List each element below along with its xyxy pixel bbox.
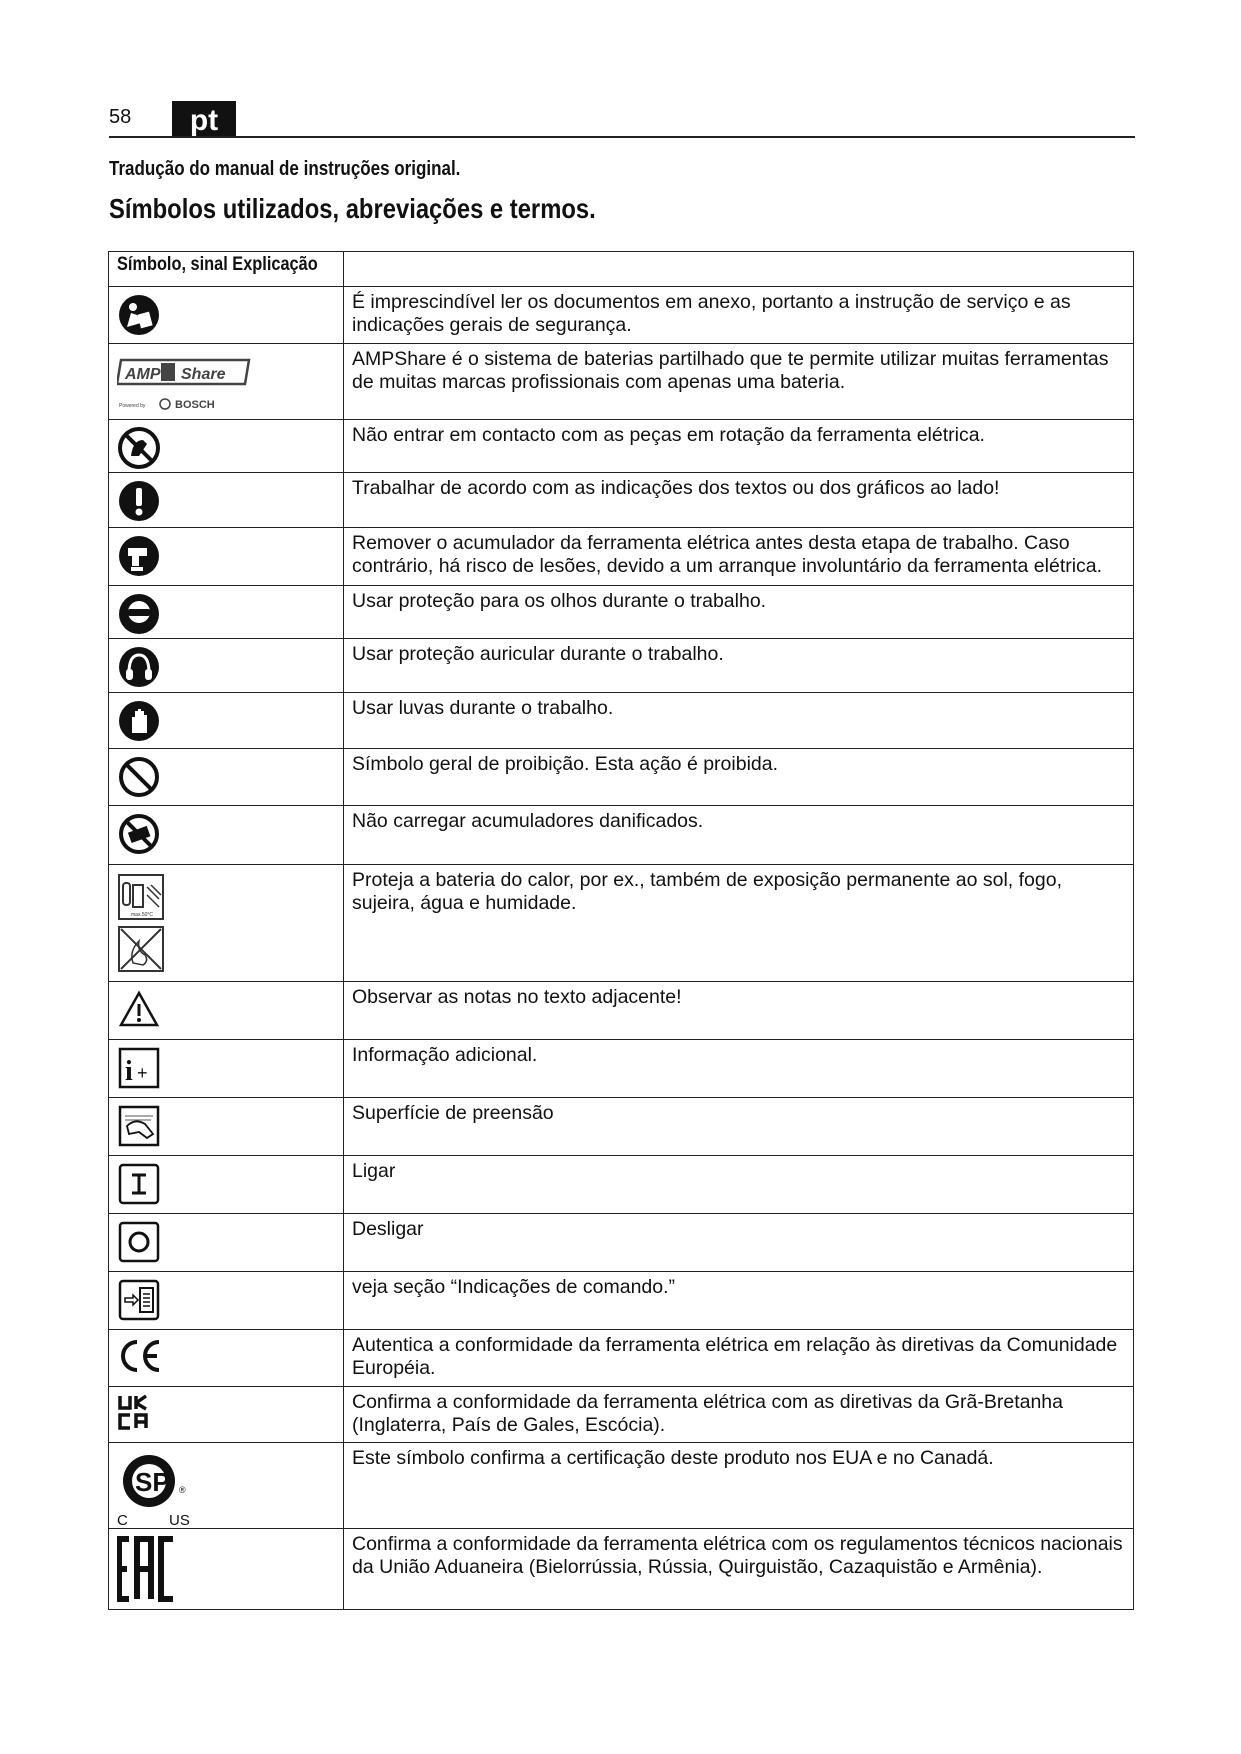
eac-mark-icon (117, 1535, 187, 1603)
row-text: Símbolo geral de proibição. Esta ação é proibida. (344, 749, 1134, 806)
csa-mark-icon (117, 1449, 207, 1527)
header-rule (109, 136, 1135, 138)
svg-text:+: + (137, 1063, 148, 1083)
table-header-row (109, 252, 1134, 287)
warning-triangle-icon (117, 988, 161, 1032)
svg-text:SP: SP (135, 1467, 170, 1497)
table-row (109, 982, 1134, 1040)
row-text: Ligar (344, 1156, 1134, 1214)
table-row (109, 473, 1134, 528)
row-text: AMPShare é o sistema de baterias partilhado que te permite utilizar muitas ferramentas de muitas marcas profissionais com apenas uma bateria. (344, 344, 1134, 420)
gloves-icon (117, 699, 161, 743)
read-manual-icon (117, 293, 161, 337)
table-row (109, 528, 1134, 586)
table-row (109, 639, 1134, 693)
svg-text:C: C (117, 1512, 128, 1527)
svg-text:®: ® (179, 1485, 186, 1495)
svg-text:AMP: AMP (125, 366, 161, 383)
language-badge: pt (172, 101, 236, 136)
table-row (109, 1443, 1134, 1529)
table-row (109, 749, 1134, 806)
ear-protection-icon (117, 645, 161, 689)
eye-protection-icon (117, 592, 161, 636)
table-row (109, 1387, 1134, 1443)
svg-text:US: US (169, 1512, 190, 1527)
svg-text:i: i (125, 1056, 133, 1087)
table-row (109, 1156, 1134, 1214)
page-number: 58 (109, 106, 132, 128)
row-text: Este símbolo confirma a certificação deste produto nos EUA e no Canadá. (344, 1443, 1134, 1529)
remove-battery-icon (117, 534, 161, 578)
row-text: Proteja a bateria do calor, por ex., também de exposição permanente ao sol, fogo, sujeira, água e humidade. (344, 865, 1134, 982)
table-row (109, 344, 1134, 420)
svg-text:max.50°C: max.50°C (131, 912, 154, 918)
document-subtitle: Tradução do manual de instruções original. (109, 158, 461, 180)
table-row (109, 1330, 1134, 1387)
table-row (109, 287, 1134, 344)
see-section-icon (117, 1278, 161, 1322)
symbols-table (108, 251, 1134, 1610)
row-text: Usar proteção auricular durante o trabalho. (344, 639, 1134, 693)
ukca-mark-icon (117, 1393, 157, 1433)
table-row (109, 1529, 1134, 1610)
table-row (109, 586, 1134, 639)
ce-mark-icon (117, 1336, 165, 1376)
row-text: Autentica a conformidade da ferramenta elétrica em relação às diretivas da Comunidade Européia. (344, 1330, 1134, 1387)
column-header-symbol: Símbolo, sinal Explicação (109, 252, 344, 287)
row-text: Confirma a conformidade da ferramenta elétrica com os regulamentos técnicos nacionais da União Aduaneira (Bielorrússia, Rússia, Quirguistão, Cazaquistão e Armênia). (344, 1529, 1134, 1610)
row-text: Observar as notas no texto adjacente! (344, 982, 1134, 1040)
table-row (109, 806, 1134, 865)
row-text: Usar proteção para os olhos durante o trabalho. (344, 586, 1134, 639)
table-row (109, 1214, 1134, 1272)
no-damaged-battery-icon (117, 812, 161, 856)
svg-text:BOSCH: BOSCH (175, 399, 215, 411)
table-row (109, 1098, 1134, 1156)
svg-text:Share: Share (181, 366, 226, 383)
battery-heat-protection-icon (117, 871, 165, 975)
row-text: Confirma a conformidade da ferramenta elétrica com as diretivas da Grã-Bretanha (Inglaterra, País de Gales, Escócia). (344, 1387, 1134, 1443)
table-row (109, 693, 1134, 749)
svg-text:Powered by: Powered by (119, 403, 146, 409)
row-text: Informação adicional. (344, 1040, 1134, 1098)
grip-surface-icon (117, 1104, 161, 1148)
ampshare-logo (117, 350, 257, 412)
prohibition-icon (117, 755, 161, 799)
row-text: É imprescindível ler os documentos em anexo, portanto a instrução de serviço e as indicações gerais de segurança. (344, 287, 1134, 344)
table-row (109, 1040, 1134, 1098)
row-text: Não carregar acumuladores danificados. (344, 806, 1134, 865)
row-text: Não entrar em contacto com as peças em rotação da ferramenta elétrica. (344, 420, 1134, 473)
row-text: Superfície de preensão (344, 1098, 1134, 1156)
table-row (109, 1272, 1134, 1330)
row-text: veja seção “Indicações de comando.” (344, 1272, 1134, 1330)
row-text: Usar luvas durante o trabalho. (344, 693, 1134, 749)
row-text: Remover o acumulador da ferramenta elétrica antes desta etapa de trabalho. Caso contrário, há risco de lesões, devido a um arranque involuntário da ferramenta elétrica. (344, 528, 1134, 586)
page-title: Símbolos utilizados, abreviações e termos. (109, 193, 596, 224)
table-row (109, 420, 1134, 473)
exclamation-icon (117, 479, 161, 523)
power-off-icon (117, 1220, 161, 1264)
table-row (109, 865, 1134, 982)
info-icon (117, 1046, 161, 1090)
row-text: Desligar (344, 1214, 1134, 1272)
column-header-explanation (344, 252, 1134, 287)
row-text: Trabalhar de acordo com as indicações dos textos ou dos gráficos ao lado! (344, 473, 1134, 528)
no-rotating-parts-icon (117, 426, 161, 470)
power-on-icon (117, 1162, 161, 1206)
